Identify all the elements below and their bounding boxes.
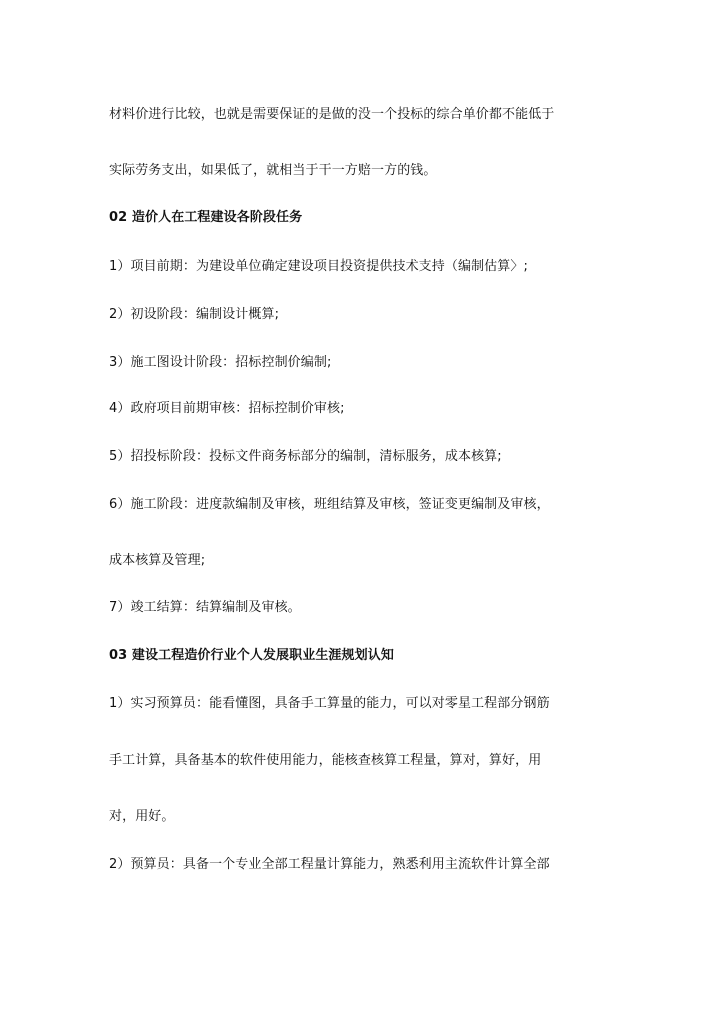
list-item: 1）实习预算员：能看懂图，具备手工算量的能力，可以对零星工程部分钢筋 — [109, 696, 550, 711]
list-item: 2）初设阶段：编制设计概算; — [109, 307, 280, 322]
list-item: 3）施工图设计阶段：招标控制价编制; — [109, 355, 332, 370]
list-item: 2）预算员：具备一个专业全部工程量计算能力，熟悉利用主流软件计算全部 — [109, 857, 550, 872]
list-item-continuation: 成本核算及管理; — [109, 553, 206, 568]
section-heading: 03 建设工程造价行业个人发展职业生涯规划认知 — [109, 648, 394, 663]
section-heading: 02 造价人在工程建设各阶段任务 — [109, 210, 303, 225]
list-item: 6）施工阶段：进度款编制及审核，班组结算及审核，签证变更编制及审核， — [109, 497, 550, 512]
paragraph-line: 实际劳务支出，如果低了，就相当于干一方赔一方的钱。 — [109, 163, 437, 178]
list-item: 1）项目前期：为建设单位确定建设项目投资提供技术支持（编制估算〉; — [109, 259, 528, 274]
paragraph-line: 材料价进行比较，也就是需要保证的是做的没一个投标的综合单价都不能低于 — [109, 107, 555, 122]
list-item: 5）招投标阶段：投标文件商务标部分的编制，清标服务，成本核算; — [109, 449, 502, 464]
list-item-continuation: 对，用好。 — [109, 809, 175, 824]
list-item: 4）政府项目前期审核：招标控制价审核; — [109, 401, 345, 416]
list-item-continuation: 手工计算，具备基本的软件使用能力，能核查核算工程量，算对，算好，用 — [109, 753, 542, 768]
list-item: 7）竣工结算：结算编制及审核。 — [109, 600, 301, 615]
